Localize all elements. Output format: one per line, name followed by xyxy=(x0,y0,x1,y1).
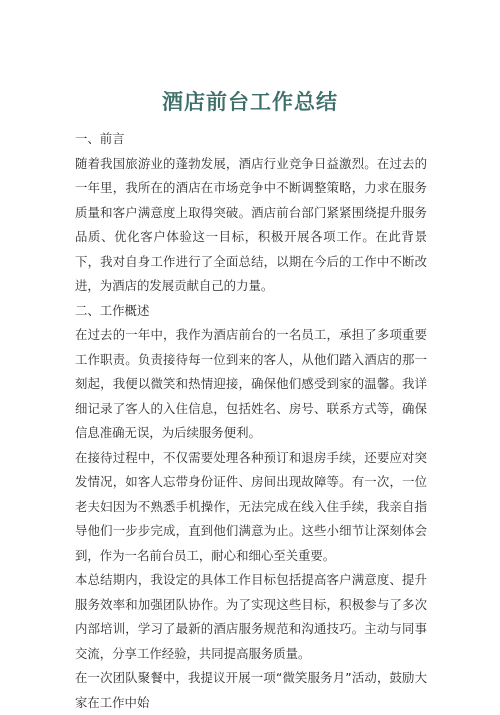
section-heading-preface: 一、前言 xyxy=(75,131,125,146)
document-title: 酒店前台工作总结 xyxy=(162,89,338,114)
paragraph-preface: 随着我国旅游业的蓬勃发展，酒店行业竞争日益激烈。在过去的一年里，我所在的酒店在市场竞争中不断调整策略，力求在服务质量和客户满意度上取得突破。酒店前台部门紧紧围绕提升服务品质、优化客户体验这一目标，积极开展各项工作。在此背景下，我对自身工作进行了全面总结，以期在今后的工作中不断改进，为酒店的发展贡献自己的力量。 xyxy=(75,155,427,293)
paragraph-overview-4: 在一次团队聚餐中，我提议开展一项“微笑服务月”活动，鼓励大家在工作中始 xyxy=(75,670,427,710)
paragraph-overview-3: 本总结期内，我设定的具体工作目标包括提高客户满意度、提升服务效率和加强团队协作。为了实现这些目标，积极参与了多次内部培训，学习了最新的酒店服务规范和沟通技巧。主动与同事交流，分享工作经验，共同提高服务质量。 xyxy=(75,572,427,661)
paragraph-overview-1: 在过去的一年中，我作为酒店前台的一名员工，承担了多项重要工作职责。负责接待每一位到来的客人，从他们踏入酒店的那一刻起，我便以微笑和热情迎接，确保他们感受到家的温馨。我详细记录了客人的入住信息，包括姓名、房号、联系方式等，确保信息准确无误，为后续服务便利。 xyxy=(75,327,427,440)
document-body xyxy=(75,127,427,715)
section-heading-overview: 二、工作概述 xyxy=(75,302,150,318)
paragraph-overview-2: 在接待过程中，不仅需要处理各种预订和退房手续，还要应对突发情况，如客人忘带身份证件、房间出现故障等。有一次，一位老夫妇因为不熟悉手机操作，无法完成在线入住手续，我亲自指导他们一步步完成，直到他们满意为止。这些小细节让深刻体会到，作为一名前台员工，耐心和细心至关重要。 xyxy=(75,449,427,563)
